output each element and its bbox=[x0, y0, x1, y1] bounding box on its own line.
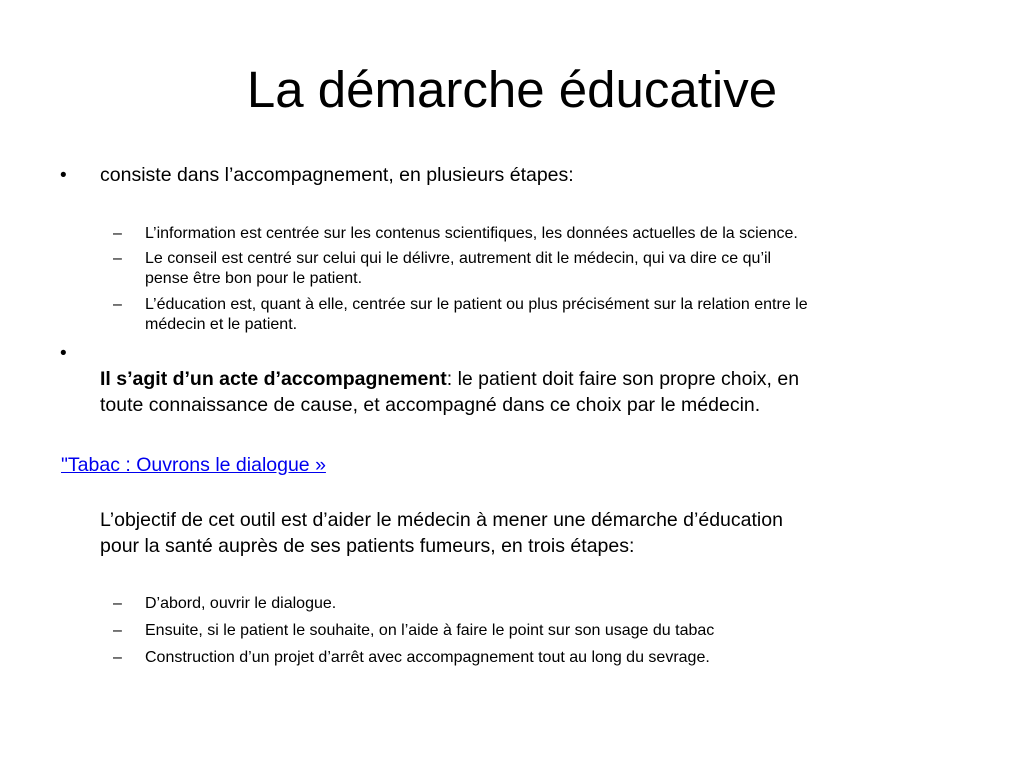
bullet-text-rest: : le patient doit faire son propre choix, en bbox=[446, 368, 800, 390]
tabac-dialogue-link[interactable]: "Tabac : Ouvrons le dialogue » bbox=[61, 454, 326, 476]
objective-paragraph bbox=[100, 507, 970, 559]
step-item: Construction d’un projet d’arrêt avec accompagnement tout au long du sevrage. bbox=[145, 649, 710, 666]
sub-item bbox=[145, 295, 965, 335]
bold-phrase: Il s’agit d’un acte d’accompagnement bbox=[100, 368, 447, 390]
bullet-icon: • bbox=[60, 343, 67, 364]
sub-item bbox=[145, 249, 965, 289]
sub-item-text: Le conseil est centré sur celui qui le délivre, autrement dit le médecin, qui va dire ce qu’il bbox=[145, 250, 772, 267]
dash-icon: – bbox=[113, 296, 122, 313]
bullet-text-line: toute connaissance de cause, et accompagné dans ce choix par le médecin. bbox=[100, 394, 761, 416]
dash-icon: – bbox=[113, 250, 122, 267]
dash-icon: – bbox=[113, 225, 122, 242]
bullet-icon: • bbox=[60, 165, 67, 186]
bullet-text-line bbox=[100, 366, 970, 392]
dash-icon: – bbox=[113, 649, 122, 666]
sub-item-text: médecin et le patient. bbox=[145, 316, 298, 333]
objective-line: pour la santé auprès de ses patients fumeurs, en trois étapes: bbox=[100, 535, 635, 557]
sub-item-text: L’éducation est, quant à elle, centrée sur le patient ou plus précisément sur la relation entre le bbox=[145, 296, 808, 313]
sub-item-text: L’information est centrée sur les contenus scientifiques, les données actuelles de la science. bbox=[145, 225, 798, 242]
objective-line: L’objectif de cet outil est d’aider le médecin à mener une démarche d’éducation bbox=[100, 509, 783, 531]
bullet-text: consiste dans l’accompagnement, en plusieurs étapes: bbox=[100, 164, 574, 186]
step-item: D’abord, ouvrir le dialogue. bbox=[145, 595, 337, 612]
sub-item bbox=[145, 224, 965, 244]
slide-title: La démarche éducative bbox=[246, 61, 778, 118]
dash-icon: – bbox=[113, 622, 122, 639]
bullet-text bbox=[100, 366, 970, 418]
dash-icon: – bbox=[113, 595, 122, 612]
sub-item-text: pense être bon pour le patient. bbox=[145, 270, 363, 287]
step-item: Ensuite, si le patient le souhaite, on l’aide à faire le point sur son usage du tabac bbox=[145, 622, 715, 639]
